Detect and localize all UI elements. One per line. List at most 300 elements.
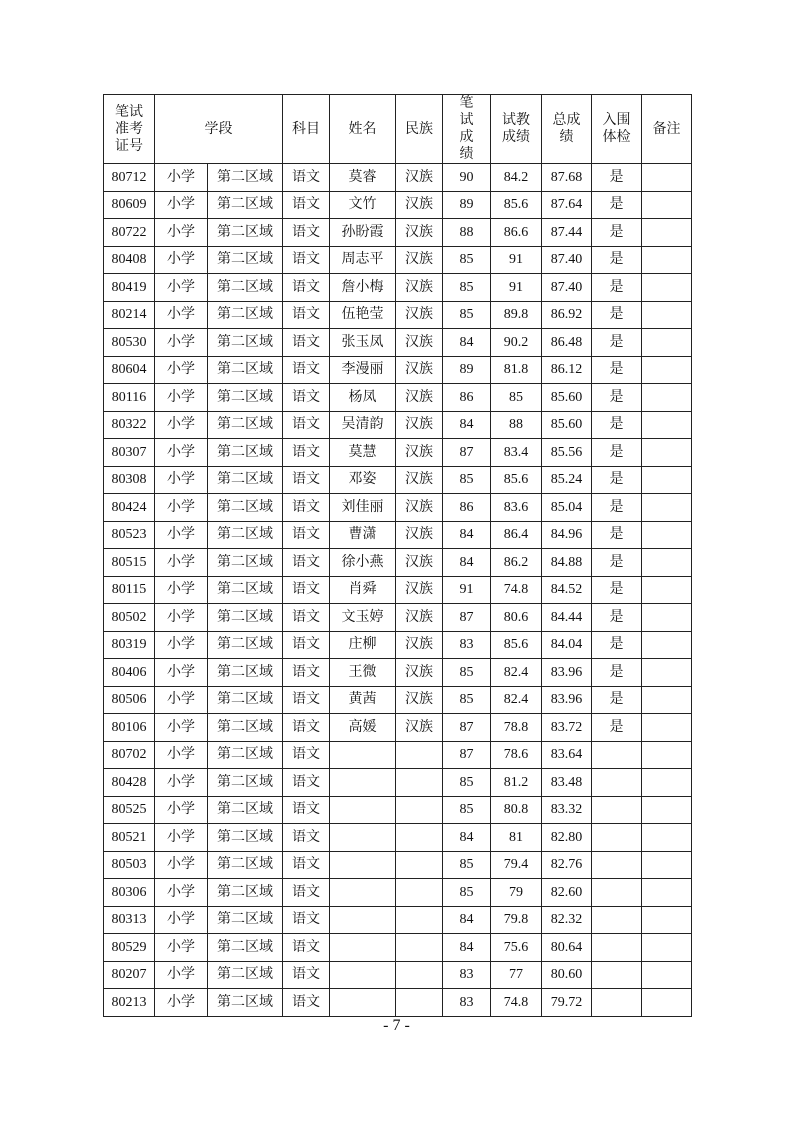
cell-region: 第二区域 [208, 851, 283, 879]
cell-written: 85 [443, 686, 491, 714]
cell-total: 83.96 [542, 686, 592, 714]
cell-subject: 语文 [283, 329, 330, 357]
cell-trial: 91 [491, 274, 542, 302]
cell-level: 小学 [155, 549, 208, 577]
table-row [104, 631, 692, 659]
cell-id: 80406 [104, 659, 155, 687]
cell-name [330, 769, 396, 797]
cell-ethnicity: 汉族 [396, 329, 443, 357]
cell-subject: 语文 [283, 384, 330, 412]
cell-ethnicity [396, 879, 443, 907]
cell-id: 80604 [104, 356, 155, 384]
cell-region: 第二区域 [208, 631, 283, 659]
cell-subject: 语文 [283, 219, 330, 247]
cell-written: 86 [443, 494, 491, 522]
cell-remarks [642, 989, 692, 1017]
cell-id: 80702 [104, 741, 155, 769]
cell-ethnicity: 汉族 [396, 411, 443, 439]
cell-region: 第二区域 [208, 191, 283, 219]
cell-written: 90 [443, 164, 491, 192]
cell-subject: 语文 [283, 989, 330, 1017]
cell-total: 84.96 [542, 521, 592, 549]
cell-region: 第二区域 [208, 329, 283, 357]
cell-trial: 81.2 [491, 769, 542, 797]
cell-trial: 75.6 [491, 934, 542, 962]
cell-ethnicity: 汉族 [396, 714, 443, 742]
cell-total: 83.32 [542, 796, 592, 824]
cell-remarks [642, 219, 692, 247]
cell-id: 80609 [104, 191, 155, 219]
cell-remarks [642, 796, 692, 824]
cell-remarks [642, 466, 692, 494]
cell-ethnicity: 汉族 [396, 466, 443, 494]
cell-ethnicity: 汉族 [396, 246, 443, 274]
cell-trial: 91 [491, 246, 542, 274]
cell-name [330, 961, 396, 989]
cell-total: 87.40 [542, 274, 592, 302]
cell-total: 83.72 [542, 714, 592, 742]
cell-checkup [592, 961, 642, 989]
cell-subject: 语文 [283, 714, 330, 742]
cell-subject: 语文 [283, 769, 330, 797]
header-written-score: 笔试成绩 [443, 95, 491, 164]
cell-written: 84 [443, 549, 491, 577]
cell-remarks [642, 164, 692, 192]
cell-id: 80319 [104, 631, 155, 659]
cell-trial: 79 [491, 879, 542, 907]
cell-name: 王微 [330, 659, 396, 687]
cell-checkup: 是 [592, 384, 642, 412]
cell-subject: 语文 [283, 164, 330, 192]
cell-subject: 语文 [283, 439, 330, 467]
cell-trial: 86.2 [491, 549, 542, 577]
cell-trial: 81.8 [491, 356, 542, 384]
cell-trial: 84.2 [491, 164, 542, 192]
table-row [104, 356, 692, 384]
cell-ethnicity: 汉族 [396, 631, 443, 659]
header-remarks: 备注 [642, 95, 692, 164]
cell-checkup: 是 [592, 439, 642, 467]
table-row [104, 686, 692, 714]
cell-level: 小学 [155, 879, 208, 907]
cell-ethnicity: 汉族 [396, 384, 443, 412]
cell-level: 小学 [155, 659, 208, 687]
table-row [104, 879, 692, 907]
cell-ethnicity [396, 851, 443, 879]
cell-written: 84 [443, 521, 491, 549]
cell-written: 85 [443, 246, 491, 274]
header-id: 笔试准考证号 [104, 95, 155, 164]
cell-region: 第二区域 [208, 741, 283, 769]
cell-name: 詹小梅 [330, 274, 396, 302]
cell-subject: 语文 [283, 191, 330, 219]
cell-id: 80307 [104, 439, 155, 467]
cell-subject: 语文 [283, 796, 330, 824]
cell-id: 80521 [104, 824, 155, 852]
cell-name: 孙盼霞 [330, 219, 396, 247]
cell-subject: 语文 [283, 851, 330, 879]
cell-id: 80523 [104, 521, 155, 549]
cell-name: 莫慧 [330, 439, 396, 467]
cell-remarks [642, 631, 692, 659]
cell-region: 第二区域 [208, 824, 283, 852]
cell-written: 85 [443, 879, 491, 907]
cell-checkup: 是 [592, 329, 642, 357]
cell-trial: 85.6 [491, 466, 542, 494]
cell-subject: 语文 [283, 686, 330, 714]
cell-name: 黄茜 [330, 686, 396, 714]
cell-checkup: 是 [592, 686, 642, 714]
cell-level: 小学 [155, 989, 208, 1017]
cell-total: 80.64 [542, 934, 592, 962]
table-row [104, 191, 692, 219]
cell-remarks [642, 879, 692, 907]
table-row [104, 549, 692, 577]
cell-trial: 86.4 [491, 521, 542, 549]
table-row [104, 219, 692, 247]
cell-region: 第二区域 [208, 659, 283, 687]
cell-total: 80.60 [542, 961, 592, 989]
cell-name [330, 824, 396, 852]
cell-ethnicity: 汉族 [396, 686, 443, 714]
cell-level: 小学 [155, 824, 208, 852]
cell-level: 小学 [155, 164, 208, 192]
cell-total: 85.04 [542, 494, 592, 522]
cell-remarks [642, 714, 692, 742]
cell-trial: 80.6 [491, 604, 542, 632]
cell-total: 87.44 [542, 219, 592, 247]
cell-checkup: 是 [592, 466, 642, 494]
cell-written: 85 [443, 769, 491, 797]
cell-ethnicity [396, 906, 443, 934]
cell-id: 80529 [104, 934, 155, 962]
cell-id: 80213 [104, 989, 155, 1017]
cell-trial: 79.4 [491, 851, 542, 879]
table-row [104, 301, 692, 329]
header-trial-score: 试教成绩 [491, 95, 542, 164]
cell-trial: 83.6 [491, 494, 542, 522]
cell-subject: 语文 [283, 494, 330, 522]
cell-region: 第二区域 [208, 961, 283, 989]
cell-id: 80313 [104, 906, 155, 934]
cell-id: 80306 [104, 879, 155, 907]
cell-id: 80116 [104, 384, 155, 412]
cell-checkup: 是 [592, 604, 642, 632]
cell-remarks [642, 604, 692, 632]
cell-subject: 语文 [283, 246, 330, 274]
cell-ethnicity [396, 796, 443, 824]
cell-id: 80424 [104, 494, 155, 522]
cell-remarks [642, 934, 692, 962]
cell-checkup: 是 [592, 714, 642, 742]
cell-total: 84.52 [542, 576, 592, 604]
cell-name: 杨凤 [330, 384, 396, 412]
cell-remarks [642, 576, 692, 604]
cell-written: 83 [443, 961, 491, 989]
cell-id: 80115 [104, 576, 155, 604]
cell-ethnicity [396, 824, 443, 852]
cell-level: 小学 [155, 576, 208, 604]
cell-subject: 语文 [283, 741, 330, 769]
table-row [104, 246, 692, 274]
cell-id: 80503 [104, 851, 155, 879]
table-row [104, 164, 692, 192]
header-ethnicity: 民族 [396, 95, 443, 164]
cell-name: 张玉凤 [330, 329, 396, 357]
cell-level: 小学 [155, 714, 208, 742]
cell-region: 第二区域 [208, 686, 283, 714]
cell-written: 83 [443, 631, 491, 659]
cell-remarks [642, 384, 692, 412]
cell-trial: 86.6 [491, 219, 542, 247]
cell-ethnicity: 汉族 [396, 549, 443, 577]
cell-level: 小学 [155, 219, 208, 247]
cell-checkup: 是 [592, 164, 642, 192]
header-subject: 科目 [283, 95, 330, 164]
table-row [104, 824, 692, 852]
cell-level: 小学 [155, 466, 208, 494]
cell-region: 第二区域 [208, 246, 283, 274]
cell-name [330, 879, 396, 907]
cell-region: 第二区域 [208, 466, 283, 494]
cell-name [330, 989, 396, 1017]
cell-trial: 89.8 [491, 301, 542, 329]
cell-remarks [642, 356, 692, 384]
cell-total: 86.48 [542, 329, 592, 357]
cell-subject: 语文 [283, 961, 330, 989]
cell-id: 80408 [104, 246, 155, 274]
cell-total: 84.44 [542, 604, 592, 632]
table-row [104, 796, 692, 824]
cell-region: 第二区域 [208, 411, 283, 439]
cell-written: 88 [443, 219, 491, 247]
cell-remarks [642, 439, 692, 467]
score-table [103, 94, 692, 1017]
cell-ethnicity: 汉族 [396, 576, 443, 604]
cell-id: 80308 [104, 466, 155, 494]
cell-trial: 85.6 [491, 191, 542, 219]
cell-remarks [642, 906, 692, 934]
cell-level: 小学 [155, 246, 208, 274]
cell-name: 文竹 [330, 191, 396, 219]
cell-total: 86.12 [542, 356, 592, 384]
cell-remarks [642, 686, 692, 714]
cell-region: 第二区域 [208, 714, 283, 742]
cell-level: 小学 [155, 906, 208, 934]
cell-checkup: 是 [592, 411, 642, 439]
cell-subject: 语文 [283, 274, 330, 302]
cell-id: 80525 [104, 796, 155, 824]
cell-level: 小学 [155, 521, 208, 549]
cell-level: 小学 [155, 961, 208, 989]
cell-ethnicity [396, 989, 443, 1017]
cell-region: 第二区域 [208, 934, 283, 962]
cell-id: 80502 [104, 604, 155, 632]
cell-trial: 85 [491, 384, 542, 412]
cell-region: 第二区域 [208, 906, 283, 934]
cell-written: 83 [443, 989, 491, 1017]
page-number: - 7 - [383, 1017, 410, 1034]
cell-ethnicity [396, 741, 443, 769]
cell-checkup: 是 [592, 659, 642, 687]
cell-checkup: 是 [592, 219, 642, 247]
cell-subject: 语文 [283, 576, 330, 604]
cell-trial: 88 [491, 411, 542, 439]
cell-remarks [642, 659, 692, 687]
table-row [104, 906, 692, 934]
cell-level: 小学 [155, 796, 208, 824]
header-checkup: 入围体检 [592, 95, 642, 164]
cell-region: 第二区域 [208, 769, 283, 797]
cell-trial: 83.4 [491, 439, 542, 467]
table-row [104, 411, 692, 439]
cell-region: 第二区域 [208, 356, 283, 384]
cell-level: 小学 [155, 301, 208, 329]
cell-remarks [642, 824, 692, 852]
cell-checkup: 是 [592, 246, 642, 274]
cell-level: 小学 [155, 356, 208, 384]
cell-subject: 语文 [283, 466, 330, 494]
cell-level: 小学 [155, 686, 208, 714]
cell-written: 87 [443, 439, 491, 467]
cell-trial: 78.6 [491, 741, 542, 769]
cell-trial: 78.8 [491, 714, 542, 742]
cell-checkup: 是 [592, 549, 642, 577]
cell-written: 87 [443, 714, 491, 742]
cell-total: 82.60 [542, 879, 592, 907]
cell-checkup: 是 [592, 631, 642, 659]
cell-subject: 语文 [283, 356, 330, 384]
cell-written: 85 [443, 659, 491, 687]
cell-ethnicity [396, 934, 443, 962]
cell-written: 85 [443, 796, 491, 824]
cell-level: 小学 [155, 851, 208, 879]
cell-remarks [642, 769, 692, 797]
cell-region: 第二区域 [208, 274, 283, 302]
cell-trial: 85.6 [491, 631, 542, 659]
table-row [104, 329, 692, 357]
cell-subject: 语文 [283, 631, 330, 659]
cell-written: 85 [443, 851, 491, 879]
cell-id: 80419 [104, 274, 155, 302]
header-name: 姓名 [330, 95, 396, 164]
cell-written: 89 [443, 356, 491, 384]
header-row [104, 95, 692, 164]
cell-total: 82.32 [542, 906, 592, 934]
cell-trial: 90.2 [491, 329, 542, 357]
cell-subject: 语文 [283, 411, 330, 439]
cell-level: 小学 [155, 741, 208, 769]
cell-written: 84 [443, 824, 491, 852]
cell-region: 第二区域 [208, 604, 283, 632]
cell-ethnicity: 汉族 [396, 521, 443, 549]
cell-subject: 语文 [283, 906, 330, 934]
table-row [104, 439, 692, 467]
cell-region: 第二区域 [208, 549, 283, 577]
cell-name: 文玉婷 [330, 604, 396, 632]
cell-total: 85.24 [542, 466, 592, 494]
cell-written: 89 [443, 191, 491, 219]
cell-remarks [642, 961, 692, 989]
cell-trial: 82.4 [491, 659, 542, 687]
cell-id: 80515 [104, 549, 155, 577]
cell-level: 小学 [155, 191, 208, 219]
cell-region: 第二区域 [208, 796, 283, 824]
cell-checkup: 是 [592, 494, 642, 522]
table-row [104, 576, 692, 604]
cell-name: 莫睿 [330, 164, 396, 192]
cell-checkup: 是 [592, 191, 642, 219]
cell-ethnicity [396, 961, 443, 989]
cell-id: 80506 [104, 686, 155, 714]
cell-ethnicity: 汉族 [396, 219, 443, 247]
cell-total: 82.80 [542, 824, 592, 852]
cell-id: 80428 [104, 769, 155, 797]
cell-region: 第二区域 [208, 576, 283, 604]
cell-written: 85 [443, 274, 491, 302]
cell-name: 周志平 [330, 246, 396, 274]
cell-level: 小学 [155, 439, 208, 467]
cell-subject: 语文 [283, 604, 330, 632]
cell-trial: 80.8 [491, 796, 542, 824]
cell-name: 曹潇 [330, 521, 396, 549]
table-row [104, 604, 692, 632]
cell-remarks [642, 329, 692, 357]
cell-id: 80214 [104, 301, 155, 329]
table-row [104, 521, 692, 549]
cell-total: 79.72 [542, 989, 592, 1017]
cell-region: 第二区域 [208, 384, 283, 412]
cell-region: 第二区域 [208, 879, 283, 907]
cell-remarks [642, 494, 692, 522]
cell-name: 李漫丽 [330, 356, 396, 384]
cell-level: 小学 [155, 769, 208, 797]
cell-id: 80106 [104, 714, 155, 742]
cell-remarks [642, 274, 692, 302]
table-row [104, 769, 692, 797]
cell-trial: 82.4 [491, 686, 542, 714]
table-row [104, 659, 692, 687]
cell-trial: 79.8 [491, 906, 542, 934]
cell-checkup [592, 796, 642, 824]
cell-written: 87 [443, 604, 491, 632]
cell-name: 刘佳丽 [330, 494, 396, 522]
table-row [104, 274, 692, 302]
cell-level: 小学 [155, 274, 208, 302]
cell-name: 高媛 [330, 714, 396, 742]
cell-checkup: 是 [592, 301, 642, 329]
cell-checkup [592, 989, 642, 1017]
cell-remarks [642, 246, 692, 274]
cell-region: 第二区域 [208, 164, 283, 192]
cell-written: 84 [443, 411, 491, 439]
cell-level: 小学 [155, 384, 208, 412]
cell-checkup: 是 [592, 576, 642, 604]
cell-name: 邓姿 [330, 466, 396, 494]
cell-checkup: 是 [592, 521, 642, 549]
cell-subject: 语文 [283, 301, 330, 329]
cell-name: 吴清韵 [330, 411, 396, 439]
cell-subject: 语文 [283, 879, 330, 907]
cell-ethnicity: 汉族 [396, 164, 443, 192]
cell-total: 85.60 [542, 384, 592, 412]
cell-level: 小学 [155, 411, 208, 439]
cell-ethnicity: 汉族 [396, 439, 443, 467]
cell-total: 87.64 [542, 191, 592, 219]
cell-total: 83.64 [542, 741, 592, 769]
cell-checkup [592, 906, 642, 934]
cell-remarks [642, 549, 692, 577]
